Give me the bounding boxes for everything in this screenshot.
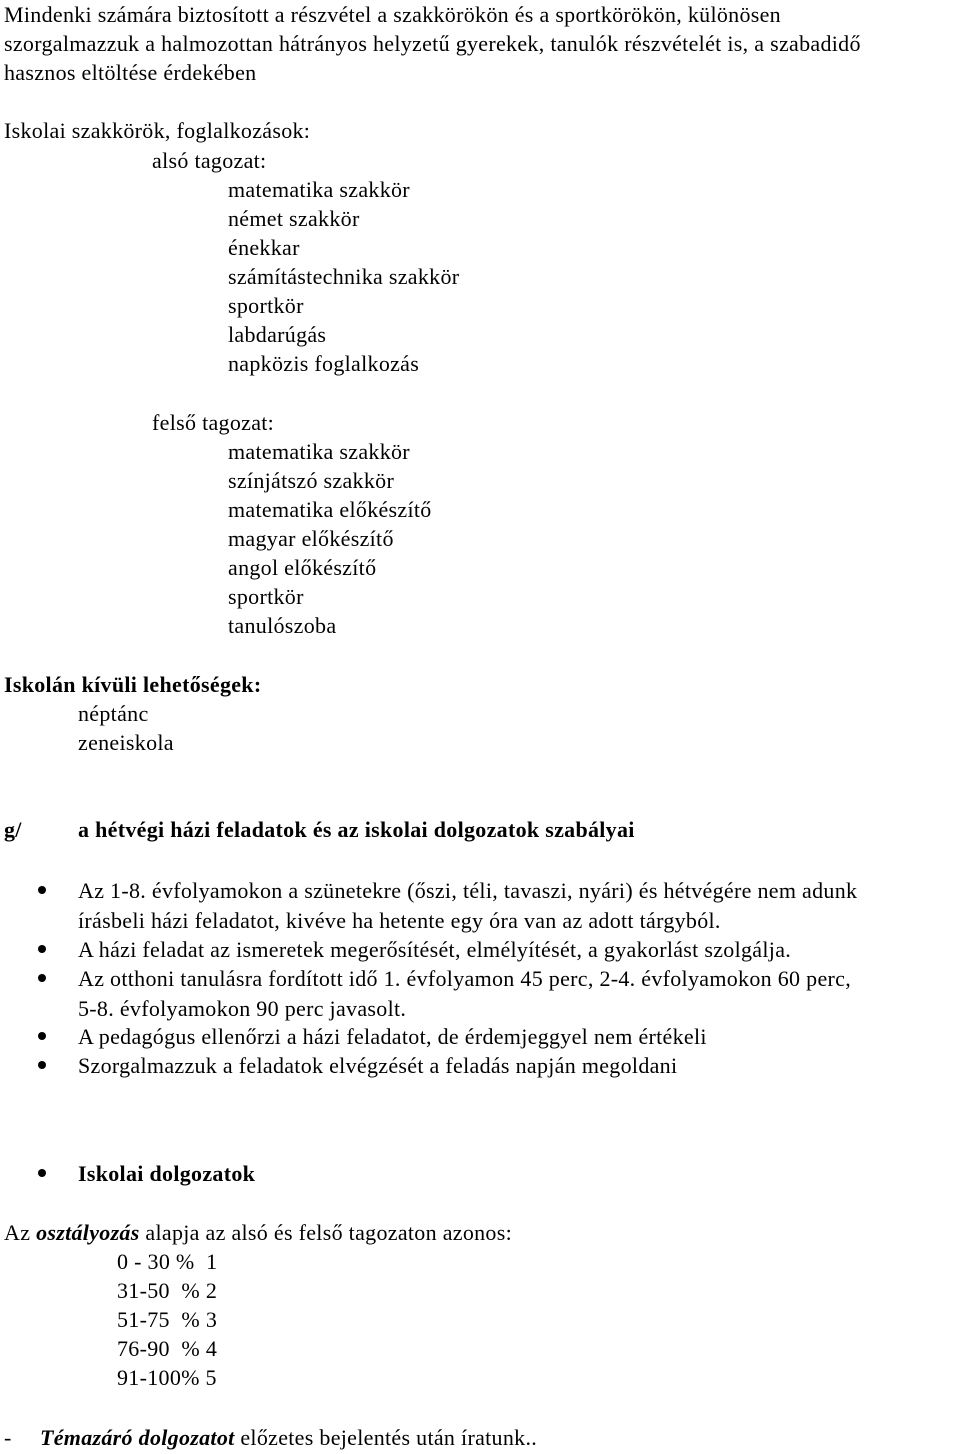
tests-heading: Iskolai dolgozatok [78, 1161, 256, 1186]
grading-intro-emphasis: osztályozás [36, 1220, 140, 1245]
lower-grade-item: sportkör [228, 293, 304, 318]
external-item: zeneiskola [78, 730, 174, 755]
grading-intro-suffix: alapja az alsó és felső tagozaton azonos: [139, 1220, 513, 1245]
grading-scale-row: 0 - 30 % 1 [117, 1249, 218, 1274]
grading-intro-prefix: Az [4, 1220, 37, 1245]
test-note [40, 1423, 537, 1452]
upper-grade-item: színjátszó szakkör [228, 468, 395, 493]
bullet-dot [38, 1061, 46, 1069]
upper-grade-item: matematika szakkör [228, 439, 410, 464]
homework-rule-text: 5-8. évfolyamokon 90 perc javasolt. [78, 996, 407, 1021]
lower-grade-item: labdarúgás [228, 322, 327, 347]
grading-scale-row: 91-100% 5 [117, 1365, 217, 1390]
lower-grade-item: számítástechnika szakkör [228, 264, 460, 289]
lower-grade-item: napközis foglalkozás [228, 351, 420, 376]
bullet-dot [38, 945, 46, 953]
section-g-title: a hétvégi házi feladatok és az iskolai dolgozatok szabályai [78, 817, 635, 842]
homework-rule-text: A házi feladat az ismeretek megerősítését, elmélyítését, a gyakorlást szolgálja. [78, 937, 792, 962]
grading-scale-row: 76-90 % 4 [117, 1336, 218, 1361]
bullet-dot [38, 1169, 46, 1177]
upper-grade-item: tanulószoba [228, 613, 337, 638]
bullet-dot [38, 1032, 46, 1040]
bullet-dot [38, 974, 46, 982]
test-note-rest: előzetes bejelentés után íratunk.. [234, 1425, 538, 1450]
upper-grade-item: magyar előkészítő [228, 526, 394, 551]
grading-scale-row: 51-75 % 3 [117, 1307, 218, 1332]
homework-rule-text: Az 1-8. évfolyamokon a szünetekre (őszi, téli, tavaszi, nyári) és hétvégére nem adunk [78, 878, 858, 903]
lower-grade-item: matematika szakkör [228, 177, 410, 202]
upper-grade-label: felső tagozat: [152, 410, 275, 435]
lower-grade-item: énekkar [228, 235, 300, 260]
bullet-dot [38, 886, 46, 894]
homework-rule-text: Az otthoni tanulásra fordított idő 1. évfolyamon 45 perc, 2-4. évfolyamokon 60 perc, [78, 966, 852, 991]
school-activities-heading: Iskolai szakkörök, foglalkozások: [4, 118, 311, 143]
external-item: néptánc [78, 701, 149, 726]
intro-line-3: hasznos eltöltése érdekében [4, 60, 257, 85]
lower-grade-label: alsó tagozat: [152, 148, 267, 173]
upper-grade-item: angol előkészítő [228, 555, 377, 580]
homework-rule-text: Szorgalmazzuk a feladatok elvégzését a feladás napján megoldani [78, 1053, 678, 1078]
lower-grade-item: német szakkör [228, 206, 360, 231]
section-g-marker: g/ [4, 817, 22, 842]
homework-rule-text: írásbeli házi feladatot, kivéve ha hetente egy óra van az adott tárgyból. [78, 908, 721, 933]
intro-line-1: Mindenki számára biztosított a részvétel a szakkörökön és a sportkörökön, különösen [4, 2, 781, 27]
grading-intro [4, 1218, 512, 1247]
intro-line-2: szorgalmazzuk a halmozottan hátrányos helyzetű gyerekek, tanulók részvételét is, a szabadidő [4, 31, 861, 56]
upper-grade-item: sportkör [228, 584, 304, 609]
grading-scale-row: 31-50 % 2 [117, 1278, 218, 1303]
test-note-dash: - [4, 1425, 12, 1450]
external-heading: Iskolán kívüli lehetőségek: [4, 672, 262, 697]
upper-grade-item: matematika előkészítő [228, 497, 432, 522]
homework-rule-text: A pedagógus ellenőrzi a házi feladatot, de érdemjeggyel nem értékeli [78, 1024, 707, 1049]
test-note-emphasis: Témazáró dolgozatot [40, 1425, 235, 1450]
